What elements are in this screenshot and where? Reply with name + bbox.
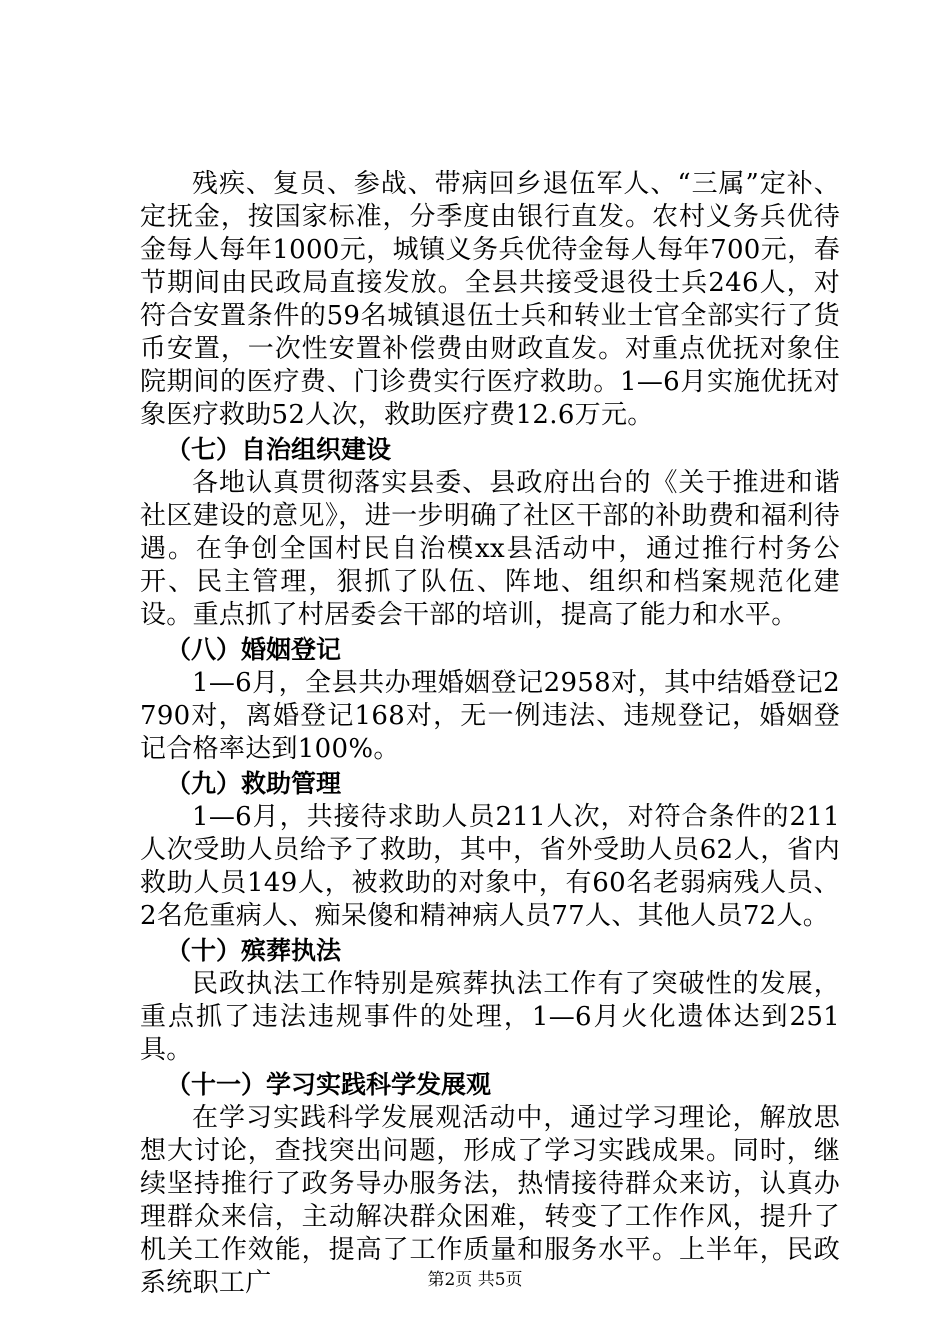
paragraph-funeral-enforcement: 民政执法工作特别是殡葬执法工作有了突破性的发展，重点抓了违法违规事件的处理，1—6月火化遗体达到251具。 xyxy=(140,969,840,1065)
document-body xyxy=(140,168,840,1300)
paragraph-scientific-development: 在学习实践科学发展观活动中，通过学习理论，解放思想大讨论，查找突出问题，形成了学习实践成果。同时，继续坚持推行了政务导办服务法，热情接待群众来访，认真办理群众来信，主动解决群众困难，转变了工作作风，提升了机关工作效能，提高了工作质量和服务水平。上半年，民政系统职工广 xyxy=(140,1103,840,1298)
paragraph-relief-management: 1—6月，共接待求助人员211人次，对符合条件的211人次受助人员给予了救助，其中，省外受助人员62人，省内救助人员149人，被救助的对象中，有60名老弱病残人员、2名危重病人、痴呆傻和精神病人员77人、其他人员72人。 xyxy=(140,802,840,931)
heading-self-governance: （七）自治组织建设 xyxy=(166,435,392,464)
paragraph-self-governance: 各地认真贯彻落实县委、县政府出台的《关于推进和谐社区建设的意见》，进一步明确了社区干部的补助费和福利待遇。在争创全国村民自治模xx县活动中，通过推行村务公开、民主管理，狠抓了队伍、阵地、组织和档案规范化建设。重点抓了村居委会干部的培训，提高了能力和水平。 xyxy=(140,468,840,630)
heading-marriage-registration: （八）婚姻登记 xyxy=(166,635,342,664)
heading-scientific-development: （十一）学习实践科学发展观 xyxy=(166,1070,492,1099)
heading-relief-management: （九）救助管理 xyxy=(166,769,342,798)
page-number-footer: 第2页 共5页 xyxy=(427,1270,523,1290)
heading-funeral-enforcement: （十）殡葬执法 xyxy=(166,936,342,965)
paragraph-veteran-benefits: 残疾、复员、参战、带病回乡退伍军人、“三属”定补、定抚金，按国家标准，分季度由银行直发。农村义务兵优待金每人每年1000元，城镇义务兵优待金每人每年700元，春节期间由民政局直接发放。全县共接受退役士兵246人，对符合安置条件的59名城镇退伍士兵和转业士官全部实行了货币安置，一次性安置补偿费由财政直发。对重点优抚对象住院期间的医疗费、门诊费实行医疗救助。1—6月实施优抚对象医疗救助52人次，救助医疗费12.6万元。 xyxy=(140,169,840,430)
paragraph-marriage-registration: 1—6月，全县共办理婚姻登记2958对，其中结婚登记2790对，离婚登记168对，无一例违法、违规登记，婚姻登记合格率达到100%。 xyxy=(140,668,840,764)
